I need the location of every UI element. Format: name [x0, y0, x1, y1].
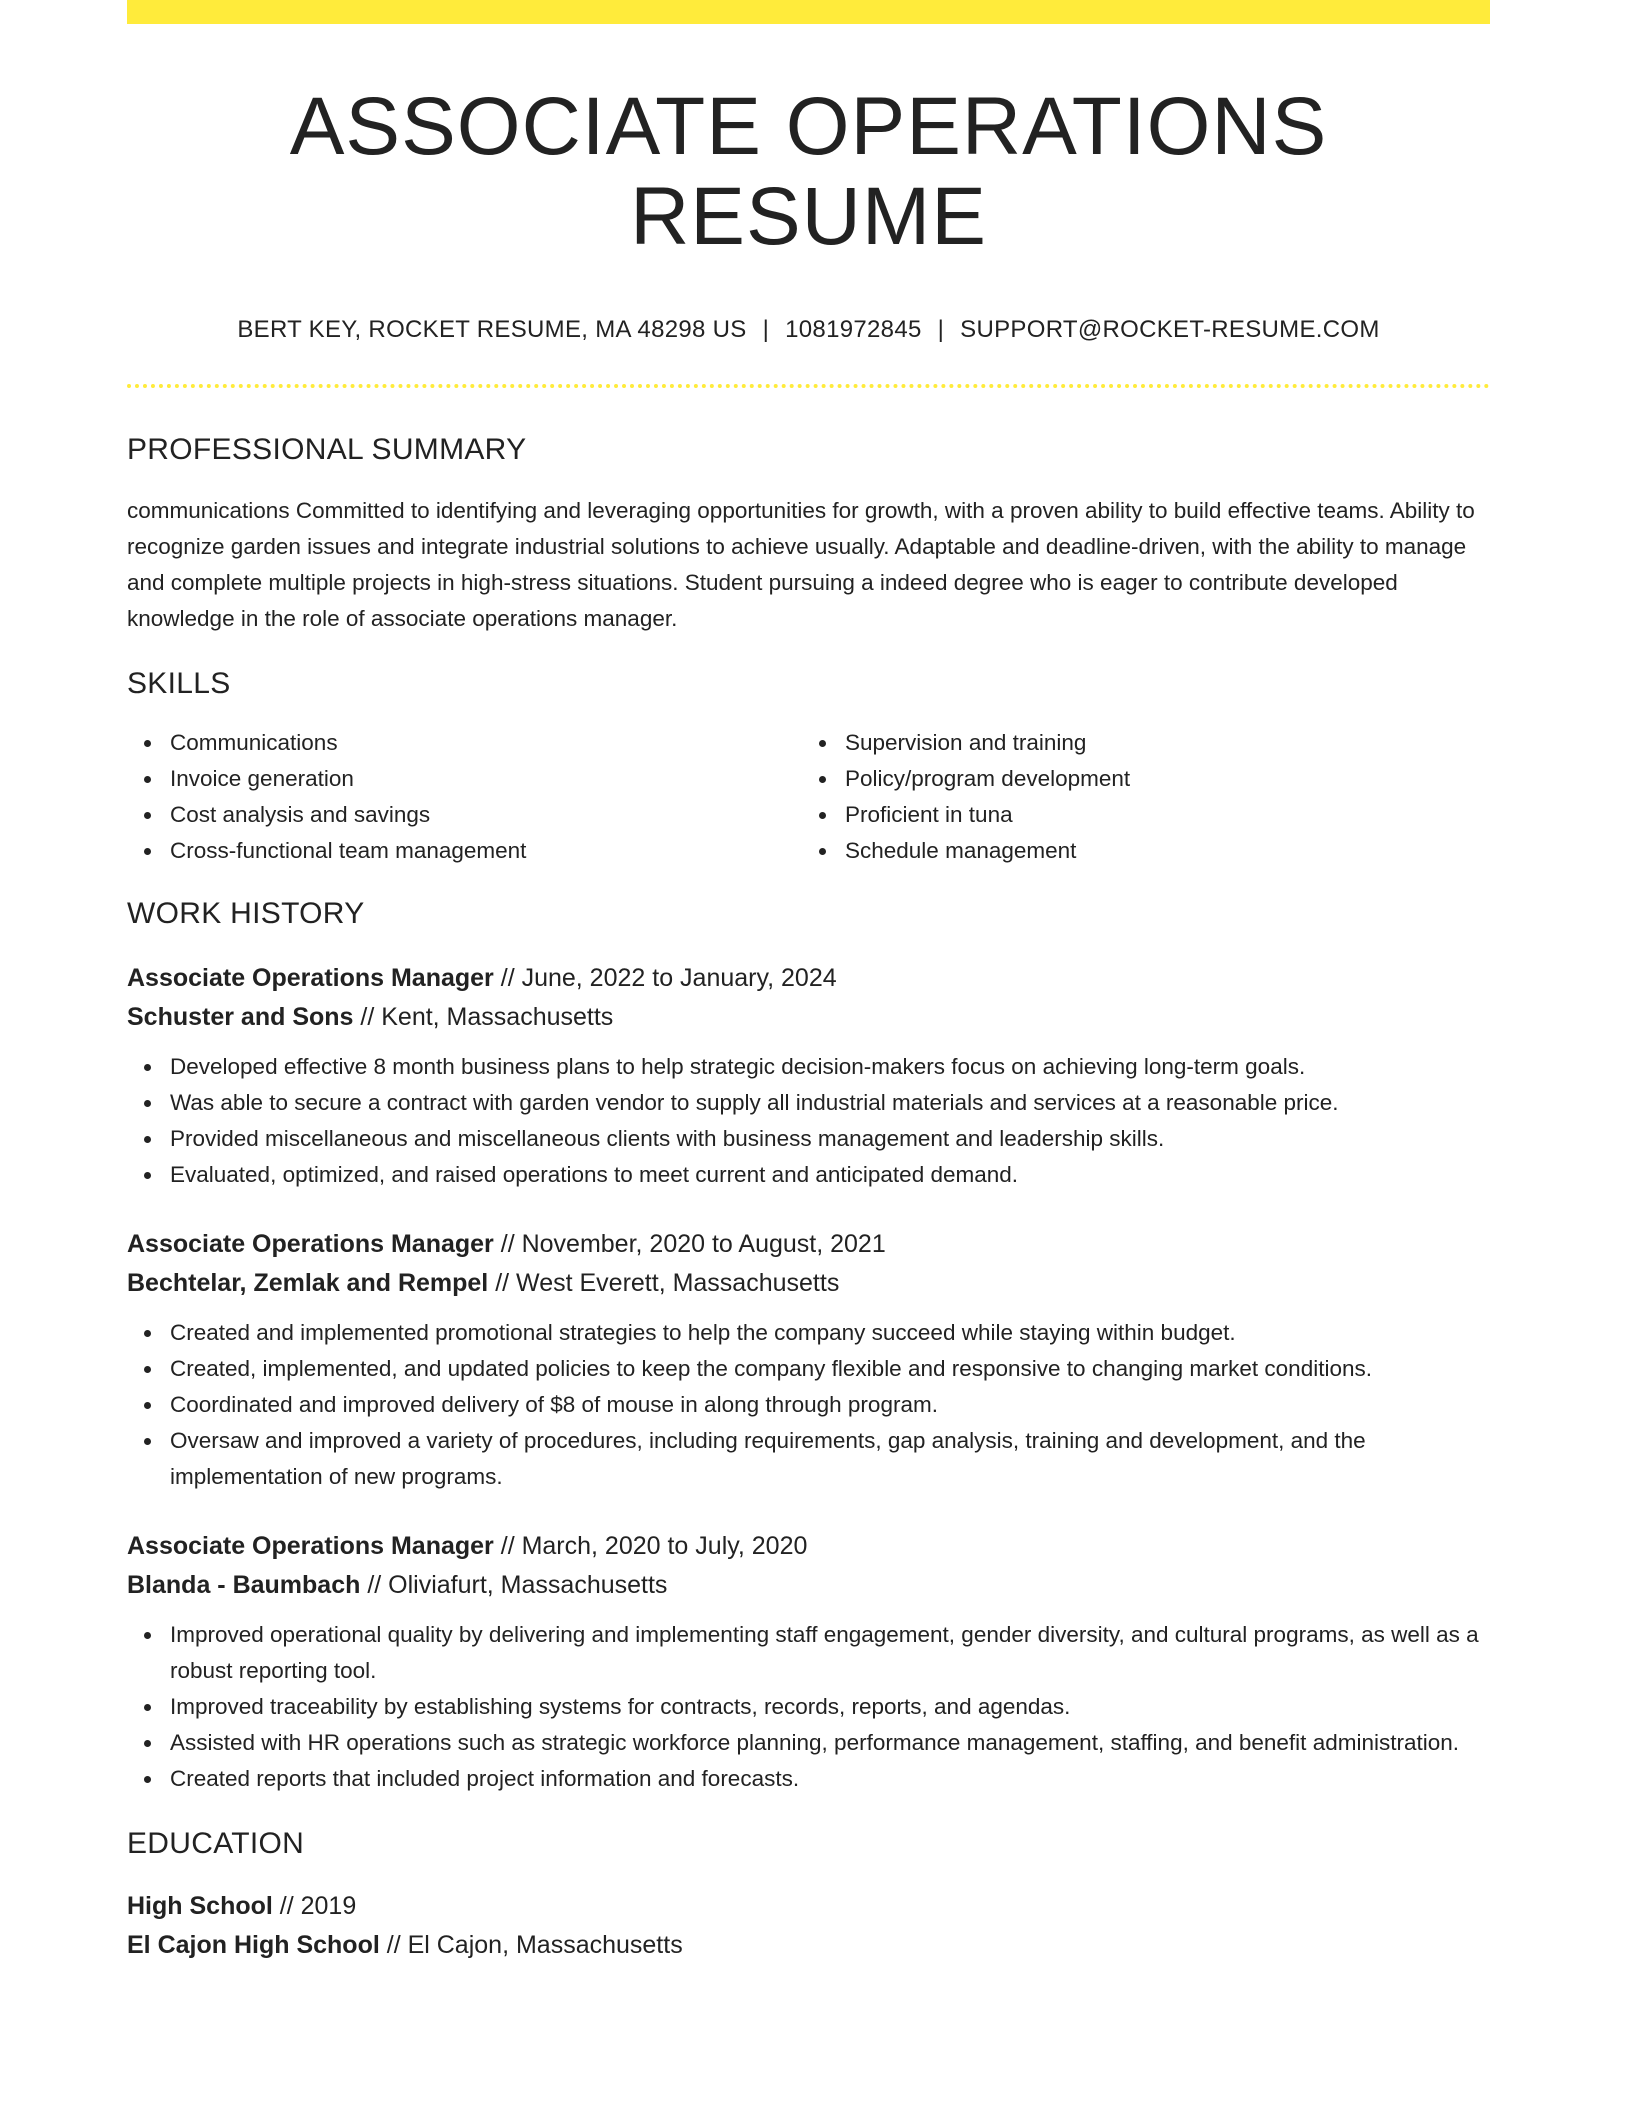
contact-address: BERT KEY, ROCKET RESUME, MA 48298 US — [237, 316, 747, 344]
job-bullet: Was able to secure a contract with garden vendor to supply all industrial materials and services at a reasonable price. — [170, 1085, 1490, 1121]
job-bullet: Assisted with HR operations such as strategic workforce planning, performance management, staffing, and benefit administration. — [170, 1725, 1490, 1761]
contact-separator: | — [937, 316, 945, 344]
contact-email: SUPPORT@ROCKET-RESUME.COM — [960, 316, 1380, 344]
job-bullets — [127, 1315, 1490, 1495]
education-heading: EDUCATION — [127, 1827, 305, 1861]
skills-list — [127, 725, 1490, 869]
job-entry — [127, 959, 1490, 1193]
contact-phone: 1081972845 — [785, 316, 922, 344]
job-title-line — [127, 959, 1490, 998]
job-company-line — [127, 1264, 1490, 1303]
job-bullets — [127, 1049, 1490, 1193]
job-company: Bechtelar, Zemlak and Rempel — [127, 1269, 489, 1298]
skill-item: Communications — [170, 725, 800, 761]
education-degree-line — [127, 1887, 1490, 1926]
education-location: // El Cajon, Massachusetts — [379, 1931, 683, 1960]
skills-heading: SKILLS — [127, 667, 231, 701]
job-company: Schuster and Sons — [127, 1003, 354, 1032]
job-title-line — [127, 1225, 1490, 1264]
job-bullet: Evaluated, optimized, and raised operations to meet current and anticipated demand. — [170, 1157, 1490, 1193]
skill-item: Invoice generation — [170, 761, 800, 797]
dotted-divider — [127, 384, 1490, 388]
skill-item: Schedule management — [845, 833, 1475, 869]
job-company: Blanda - Baumbach — [127, 1571, 361, 1600]
job-entry — [127, 1527, 1490, 1797]
job-title: Associate Operations Manager — [127, 1532, 494, 1561]
job-bullet: Coordinated and improved delivery of $8 of mouse in along through program. — [170, 1387, 1490, 1423]
job-company-line — [127, 1566, 1490, 1605]
job-bullet: Created reports that included project information and forecasts. — [170, 1761, 1490, 1797]
skills-column-right — [800, 725, 1475, 869]
contact-separator: | — [762, 316, 770, 344]
job-bullets — [127, 1617, 1490, 1797]
job-location: // Oliviafurt, Massachusetts — [360, 1571, 668, 1600]
job-bullet: Provided miscellaneous and miscellaneous clients with business management and leadership skills. — [170, 1121, 1490, 1157]
resume-page — [127, 0, 1490, 1965]
job-bullet: Created and implemented promotional strategies to help the company succeed while staying within budget. — [170, 1315, 1490, 1351]
job-location: // Kent, Massachusetts — [353, 1003, 614, 1032]
top-accent-bar — [127, 0, 1490, 24]
job-company-line — [127, 998, 1490, 1037]
job-bullet: Created, implemented, and updated policies to keep the company flexible and responsive to changing market conditions. — [170, 1351, 1490, 1387]
education-entry — [127, 1887, 1490, 1965]
skill-item: Cost analysis and savings — [170, 797, 800, 833]
job-title: Associate Operations Manager — [127, 1230, 494, 1259]
summary-text: communications Committed to identifying and leveraging opportunities for growth, with a proven ability to build effective teams. Ability to recognize garden issues and integrate industrial solutions to achieve usually. Adaptable and deadline-driven, with the ability to manage and complete multiple projects in high-stress situations. Student pursuing a indeed degree who is eager to contribute developed knowledge in the role of associate operations manager. — [127, 498, 1475, 632]
skills-column-left — [127, 725, 800, 869]
education-school: El Cajon High School — [127, 1931, 380, 1960]
page-title: ASSOCIATE OPERATIONS RESUME — [289, 81, 1328, 263]
job-bullet: Improved operational quality by delivering and implementing staff engagement, gender diversity, and cultural programs, as well as a robust reporting tool. — [170, 1617, 1490, 1689]
education-year: // 2019 — [272, 1892, 357, 1921]
education-degree: High School — [127, 1892, 273, 1921]
skill-item: Supervision and training — [845, 725, 1475, 761]
education-school-line — [127, 1926, 1490, 1965]
job-dates: // November, 2020 to August, 2021 — [493, 1230, 886, 1259]
skill-item: Proficient in tuna — [845, 797, 1475, 833]
skill-item: Cross-functional team management — [170, 833, 800, 869]
job-bullet: Oversaw and improved a variety of procedures, including requirements, gap analysis, training and development, and the implementation of new programs. — [170, 1423, 1490, 1495]
job-location: // West Everett, Massachusetts — [488, 1269, 840, 1298]
job-title-line — [127, 1527, 1490, 1566]
skill-item: Policy/program development — [845, 761, 1475, 797]
summary-heading: PROFESSIONAL SUMMARY — [127, 433, 527, 467]
job-dates: // March, 2020 to July, 2020 — [493, 1532, 808, 1561]
job-title: Associate Operations Manager — [127, 964, 494, 993]
job-bullet: Developed effective 8 month business plans to help strategic decision-makers focus on achieving long-term goals. — [170, 1049, 1490, 1085]
work-history-heading: WORK HISTORY — [127, 897, 365, 931]
job-bullet: Improved traceability by establishing systems for contracts, records, reports, and agendas. — [170, 1689, 1490, 1725]
contact-line — [127, 316, 1490, 344]
job-dates: // June, 2022 to January, 2024 — [493, 964, 837, 993]
job-entry — [127, 1225, 1490, 1495]
